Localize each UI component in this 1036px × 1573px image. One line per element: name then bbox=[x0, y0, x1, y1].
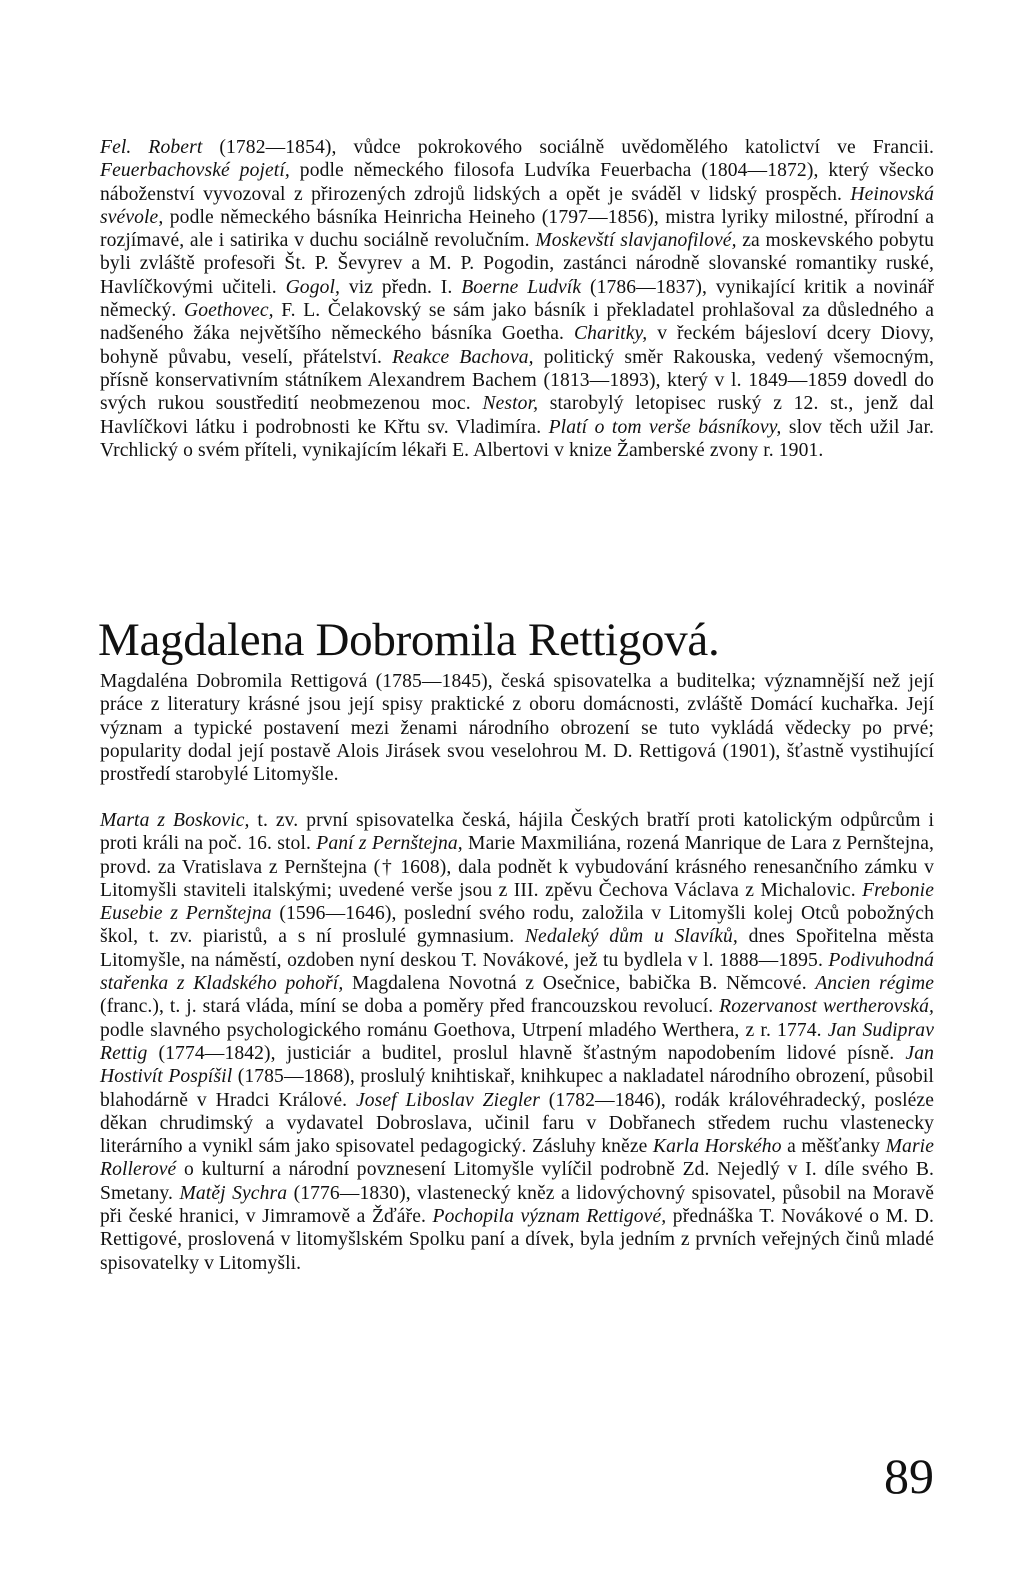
italic-term: Marta z Boskovic, bbox=[100, 810, 250, 831]
text-run: Marie Maxmiliána, rozená Manrique de Lara z Pernštejna, provd. za Vratislava z Pernštejna († 1608), dala podnět k vybudování krásného renesančního zámku v Litomyšli staviteli italskými; uvedené verše jsou z III. zpěvu Čechova Václava z Michalovic. bbox=[100, 833, 934, 901]
text-run: Magdaléna Dobromila Rettigová (1785—1845), česká spisovatelka a buditelka; významnější než její práce z literatury krásné jsou její spisy praktické z oboru domácnosti, zvláště Domácí kuchařka. Její význam a typické postavení mezi ženami národního obrození se tuto vykládá vědecky po prvé; popularity dodal její postavě Alois Jirásek svou veselohrou M. D. Rettigová (1901), šťastně vystihující prostředí starobylé Litomyšle. bbox=[100, 671, 934, 786]
text-run: slov těch užil Jar. Vrchlický o svém příteli, vynikajícím lékaři E. Albertovi v knize Žamberské zvony r. 1901. bbox=[100, 416, 935, 461]
italic-term: Boerne Ludvík bbox=[461, 276, 582, 298]
italic-term: Matěj Sychra bbox=[179, 1182, 288, 1204]
italic-term: Reakce Bachova, bbox=[392, 346, 534, 368]
section-heading: Magdalena Dobromila Rettigová. bbox=[98, 614, 720, 666]
italic-term: Frebonie Eusebie z Pernštejna bbox=[100, 879, 934, 925]
text-run: přednáška T. Novákové o M. D. Rettigové, proslovená v litomyšlském Spolku paní a dívek, byla jedním z prvních veřejných činů mladé spisovatelky v Litomyšli. bbox=[100, 1206, 934, 1274]
text-run: (franc.), t. j. stará vláda, míní se doba a poměry před francouzskou revolucí. bbox=[100, 996, 720, 1018]
italic-term: Pochopila význam Rettigové, bbox=[432, 1206, 667, 1228]
italic-term: Nedaleký dům u Slavíků, bbox=[524, 926, 738, 948]
text-run: t. zv. první spisovatelka česká, hájila Českých bratří proti katolickým odpůrcům i proti králi na poč. 16. stol. bbox=[100, 810, 934, 855]
intro-paragraph bbox=[100, 670, 934, 786]
annotations-paragraph bbox=[100, 809, 934, 1275]
text-run: (1785—1868), proslulý knihtiskař, knihkupec a nakladatel národního obrození, působil blahodárně v Hradci Králové. bbox=[100, 1066, 934, 1111]
text-run: starobylý letopisec ruský z 12. st., jenž dal Havlíčkovi látku i podrobnosti ke Křtu sv. Vladimíra. bbox=[100, 393, 934, 438]
italic-term: Heinovská svévole, bbox=[100, 183, 934, 228]
text-run: v řeckém bájesloví dcery Diovy, bohyně půvabu, veselí, přátelství. bbox=[100, 323, 934, 368]
text-run: (1774—1842), justiciár a buditel, proslul hlavně šťastným napodobením lidové písně. bbox=[147, 1042, 906, 1064]
text-run: dnes Spořitelna města Litomyšle, na náměstí, ozdoben nyní deskou T. Novákové, jež tu bydlela v l. 1888—1895. bbox=[100, 926, 934, 971]
italic-term: Jan Sudiprav Rettig bbox=[100, 1019, 934, 1064]
italic-term: Paní z Pernštejna, bbox=[316, 833, 463, 855]
italic-term: Podivuhodná stařenka z Kladského pohoří, bbox=[100, 949, 934, 995]
italic-term: Rozervanost wertherovská, bbox=[719, 996, 934, 1018]
text-run: a měšťanky bbox=[781, 1136, 886, 1158]
text-run: podle německého básníka Heinricha Heineho (1797—1856), mistra lyriky milostné, přírodní a rozjímavé, ale i satirika v duchu sociálně revolučním. bbox=[100, 206, 934, 252]
italic-term: Marie Rollerové bbox=[100, 1136, 935, 1181]
text-run: podle slavného psychologického románu Goethova, Utrpení mladého Werthera, z r. 1774. bbox=[100, 1019, 828, 1041]
text-run: o kulturní a národní povznesení Litomyšle vylíčil podrobně Zd. Nejedlý v I. díle svého B. Smetany. bbox=[100, 1159, 934, 1204]
text-run: Magdalena Novotná z Osečnice, babička B. Němcové. bbox=[343, 973, 816, 995]
text-run: (1782—1854), vůdce pokrokového sociálně uvědomělého katolictví ve Francii. bbox=[202, 137, 934, 158]
italic-term: Goethovec, bbox=[183, 300, 274, 322]
italic-term: Platí o tom verše básníkovy, bbox=[548, 416, 782, 438]
text-run: za moskevského pobytu byli zvláště profesoři Št. P. Ševyrev a M. P. Pogodin, zastánci národně slovanské romantiky ruské, Havlíčkovými učiteli. bbox=[100, 230, 934, 298]
italic-term: Josef Liboslav Ziegler bbox=[355, 1089, 540, 1111]
italic-term: Ancien régime bbox=[815, 973, 934, 995]
italic-term: Nestor, bbox=[482, 393, 539, 415]
page-number: 89 bbox=[884, 1448, 934, 1504]
text-run: viz předn. I. bbox=[340, 276, 462, 298]
notes-paragraph bbox=[100, 136, 934, 462]
italic-term: Charitky, bbox=[573, 323, 648, 345]
text-run: (1786—1837), vynikající kritik a novinář německý. bbox=[100, 276, 935, 322]
italic-term: Moskevští slavjanofilové, bbox=[535, 230, 737, 252]
text-run: podle německého filosofa Ludvíka Feuerbacha (1804—1872), který všecko náboženství vyvozoval z přirozených zdrojů lidských a opět je sváděl v lidský prospěch. bbox=[100, 160, 934, 205]
italic-term: Jan Hostivít Pospíšil bbox=[100, 1042, 934, 1088]
text-run: (1596—1646), poslední svého rodu, založila v Litomyšli kolej Otců pobožných škol, t. zv. piaristů, a s ní proslulé gymnasium. bbox=[100, 903, 934, 948]
italic-term: Karla Horského bbox=[652, 1136, 782, 1158]
italic-term: Gogol, bbox=[285, 276, 341, 298]
text-run: F. L. Čelakovský se sám jako básník i překladatel prohlašoval za důsledného a nadšeného žáka největšího německého básníka Goetha. bbox=[100, 300, 934, 345]
italic-term: Fel. Robert bbox=[100, 137, 203, 158]
italic-term: Feuerbachovské pojetí, bbox=[100, 160, 290, 182]
text-run: (1776—1830), vlastenecký kněz a lidovýchovný spisovatel, působil na Moravě při české hranici, v Jimramově a Žďáře. bbox=[100, 1182, 934, 1228]
text-run: politický směr Rakouska, vedený všemocným, přísně konservativním státníkem Alexandrem Bachem (1813—1893), který v l. 1849—1859 dovedl do svých rukou soustředití neobmezenou moc. bbox=[100, 346, 934, 415]
text-run: (1782—1846), rodák královéhradecký, posléze děkan chrudimský a vydavatel Dobroslava, učinil faru v Dobřanech středem ruchu vlastenecky literárního a vynikl sám jako spisovatel pedagogický. Zásluhy kněze bbox=[100, 1089, 934, 1158]
